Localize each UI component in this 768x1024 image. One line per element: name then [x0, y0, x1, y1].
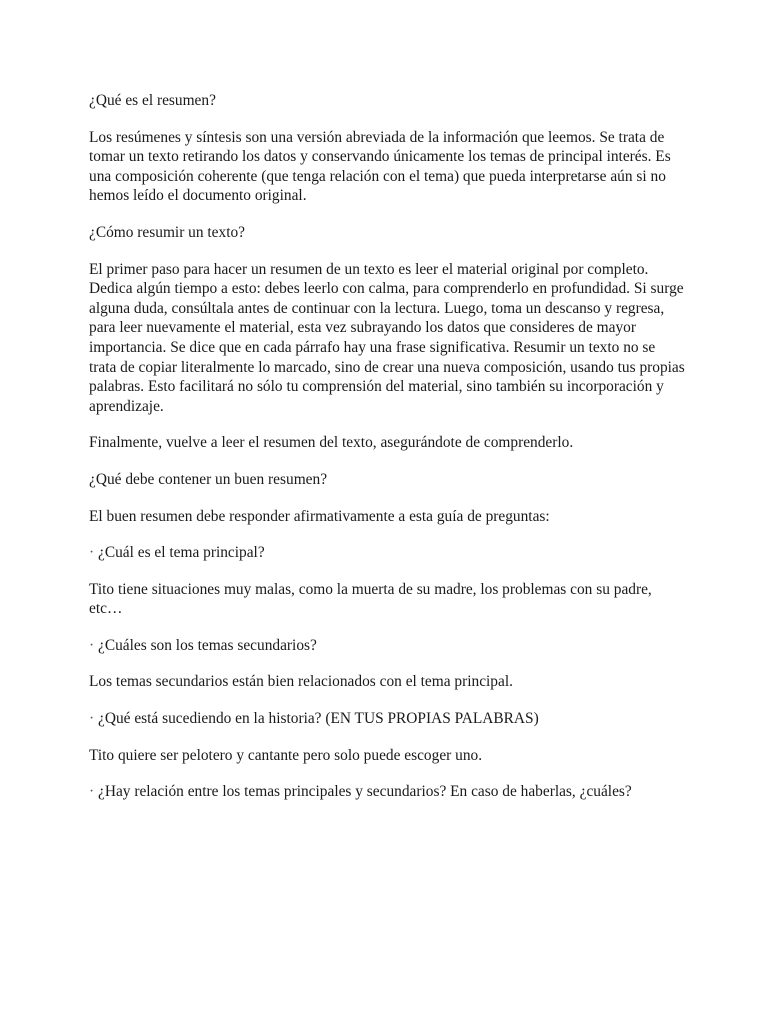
document-body — [89, 91, 685, 819]
answer-temas-secundarios — [89, 672, 685, 692]
paragraph-text: Los temas secundarios están bien relacionados con el tema principal. — [89, 673, 513, 691]
paragraph-text: El buen resumen debe responder afirmativamente a esta guía de preguntas: — [89, 507, 550, 525]
paragraph-text: ¿Cómo resumir un texto? — [89, 223, 246, 241]
bullet-dot: · — [89, 636, 95, 654]
answer-que-sucede — [89, 746, 685, 766]
bullet-dot: · — [89, 783, 95, 801]
paragraph-text: Tito quiere ser pelotero y cantante pero solo puede escoger uno. — [89, 746, 483, 764]
paragraph-definicion — [89, 128, 685, 206]
paragraph-text: Tito tiene situaciones muy malas, como la muerta de su madre, los problemas con su padre, etc… — [89, 580, 652, 618]
bullet-dot: · — [89, 710, 95, 728]
paragraph-text: ¿Qué debe contener un buen resumen? — [89, 470, 328, 488]
paragraph-text: ¿Qué es el resumen? — [89, 92, 216, 109]
heading-que-es-resumen — [89, 91, 685, 111]
heading-como-resumir — [89, 223, 685, 243]
bullet-dot: · — [89, 544, 95, 562]
question-text: ¿Qué está sucediendo en la historia? (EN TUS PROPIAS PALABRAS) — [98, 710, 539, 728]
question-que-sucede — [89, 709, 685, 729]
question-text: ¿Cuál es el tema principal? — [98, 544, 265, 562]
question-text: ¿Hay relación entre los temas principales y secundarios? En caso de haberlas, ¿cuáles? — [98, 783, 632, 801]
paragraph-text: El primer paso para hacer un resumen de un texto es leer el material original por completo. Dedica algún tiempo a esto: debes leerlo con calma, para comprenderlo en profundidad. Si surge alguna duda, consúltala antes de continuar con la lectura. Luego, toma un descanso y regresa, para leer nuevamente el material, esta vez subrayando los datos que consideres de mayor importancia. Se dice que en cada párrafo hay una frase significativa. Resumir un texto no se trata de copiar literalmente lo marcado, sino de crear una nueva composición, usando tus propias palabras. Esto facilitará no sólo tu comprensión del material, sino también su incorporación y aprendizaje. — [89, 260, 685, 415]
question-temas-secundarios — [89, 636, 685, 656]
heading-buen-resumen — [89, 470, 685, 490]
paragraph-text: Finalmente, vuelve a leer el resumen del texto, asegurándote de comprenderlo. — [89, 434, 574, 452]
paragraph-primer-paso — [89, 260, 685, 417]
question-tema-principal — [89, 543, 685, 563]
paragraph-guia-preguntas — [89, 507, 685, 527]
question-relacion-temas — [89, 782, 685, 802]
answer-tema-principal — [89, 580, 685, 619]
paragraph-text: Los resúmenes y síntesis son una versión abreviada de la información que leemos. Se trata de tomar un texto retirando los datos y conservando únicamente los temas de principal interés. Es una composición coherente (que tenga relación con el tema) que pueda interpretarse aún si no hemos leído el documento original. — [89, 128, 671, 205]
question-text: ¿Cuáles son los temas secundarios? — [98, 636, 317, 654]
paragraph-finalmente — [89, 433, 685, 453]
